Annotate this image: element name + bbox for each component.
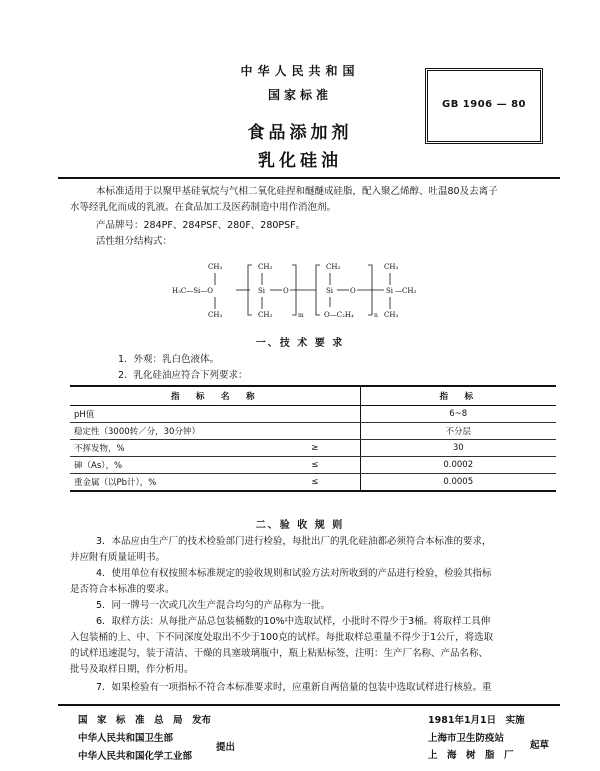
structure-label: 活性组分结构式： xyxy=(96,236,173,247)
intro-line-1: 本标准适用于以聚甲基硅氧烷与气相二氧化硅捏和醚醚成硅脂，配入聚乙烯醇、吐温80及去离子 xyxy=(96,186,498,197)
product-grades: 产品牌号：284PF、284PSF、280F、280PSF。 xyxy=(96,220,306,231)
proposer-1: 中华人民共和国卫生部 xyxy=(78,733,174,744)
formula-ch3-right: —CH₃ xyxy=(395,287,417,295)
row-value: 0.0005 xyxy=(360,474,556,491)
effective-date: 1981年1月1日 实施 xyxy=(428,715,525,726)
row-name: 砷（As），% xyxy=(70,457,270,474)
formula-ch3-bottom-4: CH₃ xyxy=(384,311,399,319)
row-symbol xyxy=(270,423,360,440)
formula-subscript-n: n xyxy=(374,312,378,319)
row-value: 不分层 xyxy=(360,423,556,440)
row-value: 6~8 xyxy=(360,406,556,423)
row-value: 0.0002 xyxy=(360,457,556,474)
row-symbol: ≥ xyxy=(270,440,360,457)
standard-type: 国家标准 xyxy=(267,88,332,102)
spec-table xyxy=(70,385,556,492)
row-symbol: ≤ xyxy=(311,477,319,487)
formula-ch3-bottom-2: CH₃ xyxy=(258,311,273,319)
table-row xyxy=(70,440,556,457)
rule-6-line-4: 批号及取样日期，作分析用。 xyxy=(70,664,194,675)
formula-si-3: Si xyxy=(326,287,334,295)
drafter-2: 上 海 树 脂 厂 xyxy=(428,750,514,761)
title-category: 食品添加剂 xyxy=(247,123,353,143)
formula-si-4: Si xyxy=(386,287,394,295)
section-2-title: 二、验 收 规 则 xyxy=(255,520,345,531)
rule-3-line-2: 并应附有质量证明书。 xyxy=(70,552,166,563)
formula-subscript-m: m xyxy=(298,312,304,319)
formula-o-c2h4: O—C₂H₄ xyxy=(324,311,354,319)
row-symbol xyxy=(270,406,360,423)
rule-5: 5．同一牌号一次或几次生产混合均匀的产品称为一批。 xyxy=(96,600,331,611)
page-title: 乳化硅油 xyxy=(258,151,342,171)
row-name: pH值 xyxy=(70,406,270,423)
gb-code: GB 1906 — 80 xyxy=(441,99,527,110)
drafter-1: 上海市卫生防疫站 xyxy=(428,733,505,744)
row-value: 30 xyxy=(360,440,556,457)
rule-3-line-1: 3．本品应由生产厂的技术检验部门进行检验，每批出厂的乳化硅油都必须符合本标准的要求， xyxy=(96,536,492,547)
formula-si-2: Si xyxy=(258,287,266,295)
structural-formula xyxy=(170,255,460,325)
formula-o-3: O xyxy=(350,287,356,295)
intro-line-2: 水等经乳化而成的乳液。在食品加工及医药制造中用作消泡剂。 xyxy=(70,202,337,213)
footer-divider xyxy=(58,704,560,706)
row-name: 重金属（以Pb计），% xyxy=(74,478,157,488)
formula-ch3-top-3: CH₃ xyxy=(326,263,341,271)
proposer-2: 中华人民共和国化学工业部 xyxy=(78,751,193,762)
proposed-label: 提出 xyxy=(216,742,236,753)
requirement-2: 2．乳化硅油应符合下列要求： xyxy=(118,370,248,381)
formula-ch3-top-1: CH₃ xyxy=(208,263,223,271)
row-symbol: ≤ xyxy=(270,457,360,474)
gb-code-box xyxy=(425,68,543,144)
row-name: 不挥发物，% xyxy=(70,440,270,457)
rule-6-line-3: 的试样迅速混匀，装于清洁、干燥的具塞玻璃瓶中，瓶上粘贴标签，注明：生产厂名称、产品名称、 xyxy=(70,648,489,659)
country-name: 中华人民共和国 xyxy=(240,64,360,78)
rule-4-line-2: 是否符合本标准的要求。 xyxy=(70,584,175,595)
table-row xyxy=(70,406,556,423)
col-header-name: 指 标 名 称 xyxy=(70,387,360,406)
rule-6-line-2: 入包装桶的上、中、下不同深度处取出不少于100克的试样。每批取样总重量不得少于1公斤，将选取 xyxy=(70,632,494,643)
rule-6-line-1: 6．取样方法：从每批产品总包装桶数的10%中选取试样，小批时不得少于3桶。将取样工具伸 xyxy=(96,616,491,627)
rule-7: 7．如果检验有一项指标不符合本标准要求时，应重新自两倍量的包装中选取试样进行核验。重 xyxy=(96,682,492,693)
formula-o-2: O xyxy=(283,287,289,295)
col-header-value: 指 标 xyxy=(360,387,556,406)
section-1-title: 一、技 术 要 求 xyxy=(255,338,345,349)
formula-h3c-si-o: H₃C—Si—O xyxy=(172,287,214,295)
formula-ch3-top-2: CH₃ xyxy=(258,263,273,271)
requirement-1: 1．外观：乳白色液体。 xyxy=(118,354,220,365)
spec-table-header xyxy=(70,387,556,406)
table-row xyxy=(70,474,556,491)
header-divider xyxy=(58,177,560,179)
table-row xyxy=(70,423,556,440)
issuer: 国 家 标 准 总 局 发布 xyxy=(78,715,212,726)
formula-ch3-bottom-1: CH₃ xyxy=(208,311,223,319)
row-name: 稳定性（3000转／分，30分钟） xyxy=(70,423,270,440)
formula-ch3-top-4: CH₃ xyxy=(384,263,399,271)
table-row xyxy=(70,457,556,474)
drafted-label: 起草 xyxy=(530,740,550,751)
rule-4-line-1: 4．使用单位有权按照本标准规定的验收规则和试验方法对所收到的产品进行检验，检验其指标 xyxy=(96,568,492,579)
